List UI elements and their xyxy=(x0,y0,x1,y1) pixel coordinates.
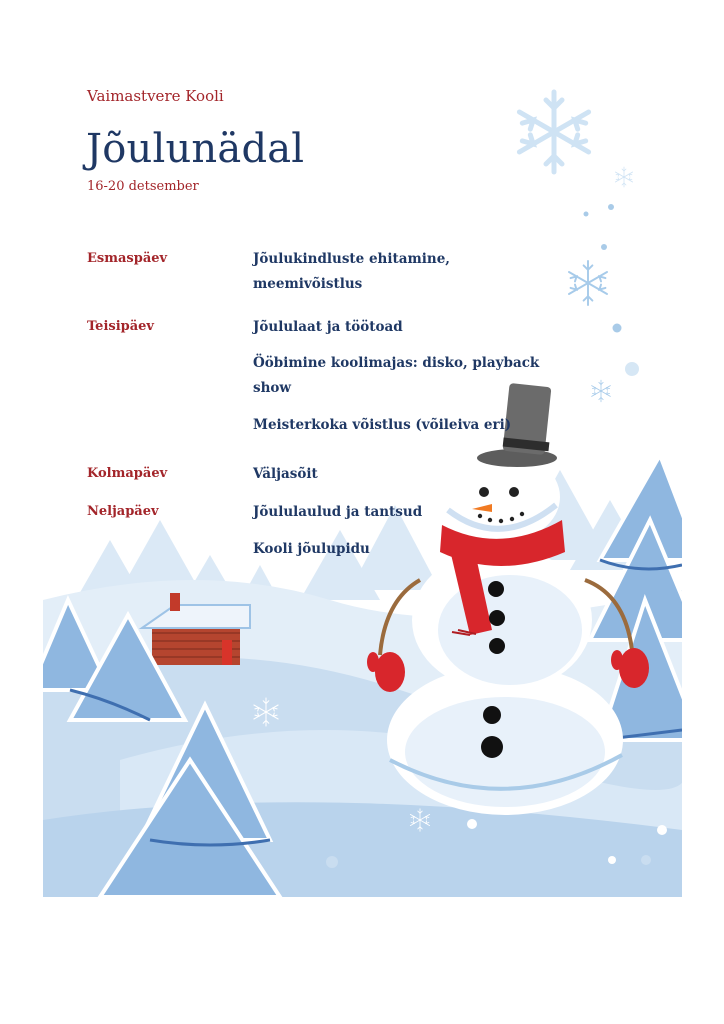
day-label-monday: Esmaspäev xyxy=(87,251,168,266)
event-thursday-1: Jõululaulud ja tantsud xyxy=(253,504,423,520)
event-thursday-2: Kooli jõulupidu xyxy=(253,541,370,557)
day-label-tuesday: Teisipäev xyxy=(87,319,154,334)
day-label-thursday: Neljapäev xyxy=(87,504,159,519)
event-monday-1: Jõulukindluste ehitamine, meemivõistlus xyxy=(253,251,450,292)
event-wednesday-1: Väljasõit xyxy=(253,466,318,482)
snowflake-medium-icon xyxy=(569,261,607,305)
event-tuesday-2: Ööbimine koolimajas: disko, playback show xyxy=(253,355,540,396)
event-tuesday-3: Meisterkoka võistlus (võileiva eri) xyxy=(253,417,512,433)
snowflake-small-icon xyxy=(592,380,611,402)
event-dates: 16-20 detsember xyxy=(87,179,199,194)
page-title: Jõulunädal xyxy=(86,126,305,172)
snowflake-tiny-icon xyxy=(615,167,632,187)
school-name: Vaimastvere Kooli xyxy=(87,87,224,105)
snowflake-large-icon xyxy=(519,92,588,172)
event-tuesday-1: Jõululaat ja töötoad xyxy=(253,319,403,335)
snow-dots xyxy=(584,204,640,376)
day-label-wednesday: Kolmapäev xyxy=(87,466,168,481)
